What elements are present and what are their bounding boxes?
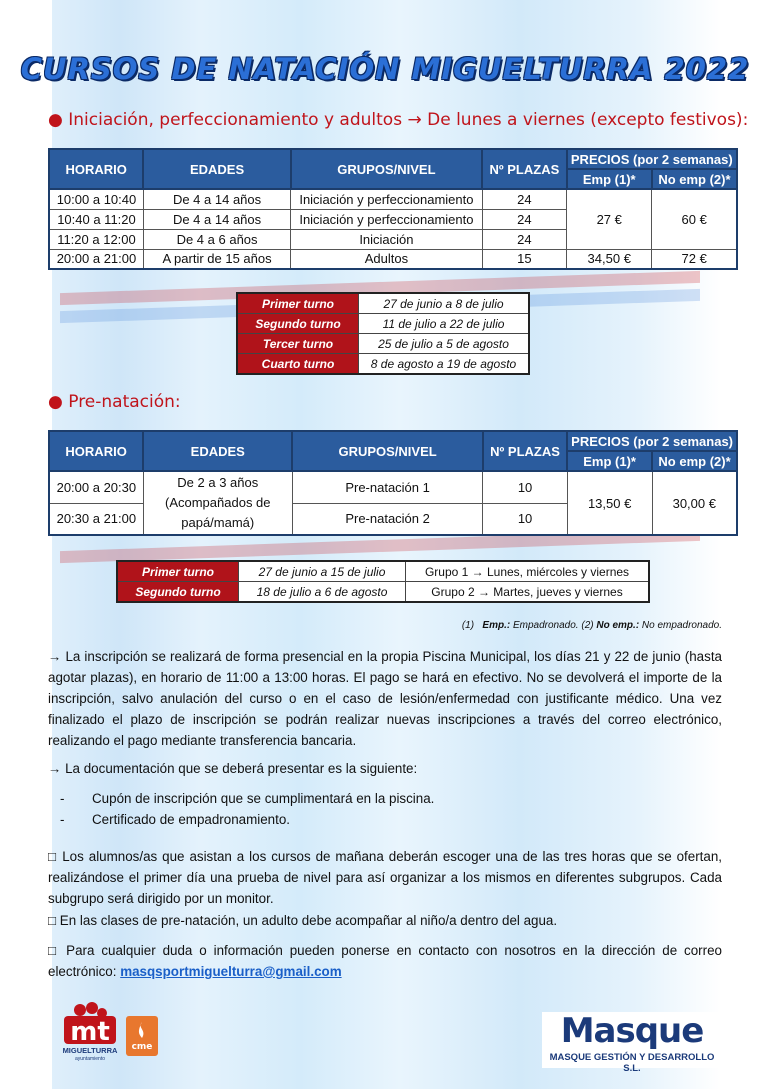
cell-edades: A partir de 15 años — [143, 249, 290, 269]
turno-dates: 18 de julio a 6 de agosto — [239, 582, 406, 603]
paragraph-documentacion — [48, 758, 722, 779]
col-header-plazas: Nº PLAZAS — [482, 149, 566, 189]
turno-row — [117, 561, 649, 582]
cell-edades: De 4 a 14 años — [143, 209, 290, 229]
cell-edades: De 4 a 6 años — [143, 229, 290, 249]
section-heading-prenatacion: ● Pre-natación: — [48, 392, 181, 412]
bullet-dash: - — [60, 791, 65, 806]
footnote — [462, 620, 722, 631]
documents-list — [60, 788, 434, 830]
masque-logo-big: Masque — [560, 1011, 704, 1051]
masque-logo — [542, 1011, 722, 1074]
footnote-noemp-label: No emp.: — [596, 620, 640, 631]
col-header-horario: HORARIO — [49, 149, 143, 189]
turno-label: Cuarto turno — [237, 354, 359, 375]
col-header-noemp: No emp (2)* — [652, 451, 737, 471]
turno-row — [237, 334, 529, 354]
cell-price-emp: 27 € — [567, 189, 652, 249]
turno-label: Segundo turno — [117, 582, 239, 603]
turnos-table-prenatacion — [116, 560, 650, 603]
col-header-plazas: Nº PLAZAS — [483, 431, 567, 471]
bullet-dash: - — [60, 812, 65, 827]
cell-plazas: 10 — [483, 471, 567, 503]
migulturra-logo — [58, 1000, 122, 1062]
turno-dates: 25 de julio a 5 de agosto — [359, 334, 530, 354]
turno-dates: 27 de junio a 15 de julio — [239, 561, 406, 582]
turno-label: Primer turno — [117, 561, 239, 582]
cell-horario: 20:30 a 21:00 — [49, 503, 143, 535]
list-item — [60, 788, 434, 809]
turno-row — [237, 314, 529, 334]
footnote-emp-label: Emp.: — [482, 620, 511, 631]
col-header-edades: EDADES — [143, 431, 292, 471]
courses-table — [48, 148, 738, 270]
cell-grupo: Iniciación y perfeccionamiento — [291, 209, 482, 229]
cell-price-emp: 13,50 € — [567, 471, 652, 535]
cell-price-noemp: 30,00 € — [652, 471, 737, 535]
footnote-prefix: (1) — [461, 620, 475, 631]
paragraph-text: □ Los alumnos/as que asistan a los cursos de mañana deberán escoger una de las tres horas que se ofertan, realizándose el primer día una prueba de nivel para así organizar a los mismos en diferentes subgrupos. Cada subgrupo será dirigido por un monitor. — [48, 849, 722, 906]
cell-plazas: 24 — [482, 229, 566, 249]
footnote-noemp-text: No empadronado. — [639, 620, 722, 631]
col-header-horario: HORARIO — [49, 431, 143, 471]
cell-plazas: 24 — [482, 189, 566, 209]
paragraph-inscripcion — [48, 646, 722, 751]
table-row — [49, 189, 737, 209]
col-header-emp: Emp (1)* — [567, 451, 652, 471]
paragraph-text: □ Para cualquier duda o información pueden ponerse en contacto con nosotros en la dirección de correo electrónico: — [48, 943, 722, 979]
turno-grupo: Grupo 1 → Lunes, miércoles y viernes — [406, 561, 650, 582]
page-title: CURSOS DE NATACIÓN MIGUELTURRA 2022 — [20, 52, 750, 86]
turno-row — [237, 354, 529, 375]
turnos-table-courses — [236, 292, 530, 375]
turno-label: Primer turno — [237, 293, 359, 314]
list-item-text: Certificado de empadronamiento. — [92, 812, 290, 827]
cell-edades: De 4 a 14 años — [143, 189, 290, 209]
cme-logo — [126, 1016, 158, 1056]
cell-grupo: Adultos — [291, 249, 482, 269]
ayuntamiento-logo-icon — [58, 1000, 122, 1062]
turno-row — [117, 582, 649, 603]
col-header-emp: Emp (1)* — [567, 169, 652, 189]
col-header-edades: EDADES — [143, 149, 290, 189]
footnote-emp-text: Empadronado. (2) — [510, 620, 597, 631]
table-row — [49, 471, 737, 503]
turno-label: Segundo turno — [237, 314, 359, 334]
turno-dates: 8 de agosto a 19 de agosto — [359, 354, 530, 375]
masque-logo-small: MASQUE GESTIÓN Y DESARROLLO S.L. — [549, 1052, 715, 1074]
table-row — [49, 249, 737, 269]
turno-label: Tercer turno — [237, 334, 359, 354]
paragraph-text: □ En las clases de pre-natación, un adulto debe acompañar al niño/a dentro del agua. — [48, 913, 558, 928]
cell-grupo: Iniciación — [291, 229, 482, 249]
logo-mt-text: mt — [70, 1017, 110, 1047]
cell-horario: 10:40 a 11:20 — [49, 209, 143, 229]
col-header-precios: PRECIOS (por 2 semanas) — [567, 149, 737, 169]
col-header-precios: PRECIOS (por 2 semanas) — [567, 431, 737, 451]
list-item — [60, 809, 434, 830]
cell-horario: 20:00 a 20:30 — [49, 471, 143, 503]
cell-grupo: Iniciación y perfeccionamiento — [291, 189, 482, 209]
col-header-noemp: No emp (2)* — [652, 169, 737, 189]
cell-horario: 11:20 a 12:00 — [49, 229, 143, 249]
list-item-text: Cupón de inscripción que se cumplimentará en la piscina. — [92, 791, 435, 806]
cell-grupo: Pre-natación 1 — [292, 471, 483, 503]
cme-logo-icon — [126, 1016, 158, 1056]
cell-horario: 20:00 a 21:00 — [49, 249, 143, 269]
cell-price-noemp: 60 € — [652, 189, 737, 249]
paragraph-prenatacion — [48, 910, 722, 931]
cell-grupo: Pre-natación 2 — [292, 503, 483, 535]
cell-horario: 10:00 a 10:40 — [49, 189, 143, 209]
logo-cme-text: cme — [131, 1042, 153, 1052]
cell-plazas: 24 — [482, 209, 566, 229]
email-link[interactable]: masqsportmiguelturra@gmail.com — [120, 964, 342, 979]
cell-price-noemp: 72 € — [652, 249, 737, 269]
turno-grupo: Grupo 2 → Martes, jueves y viernes — [406, 582, 650, 603]
turno-dates: 11 de julio a 22 de julio — [359, 314, 530, 334]
paragraph-alumnos — [48, 846, 722, 909]
prenatacion-table — [48, 430, 738, 536]
cell-price-emp: 34,50 € — [567, 249, 652, 269]
paragraph-text: → La documentación que se deberá presentar es la siguiente: — [48, 761, 418, 776]
section-heading-courses: ● Iniciación, perfeccionamiento y adultos → De lunes a viernes (excepto festivos): — [48, 110, 749, 130]
cell-plazas: 10 — [483, 503, 567, 535]
turno-dates: 27 de junio a 8 de julio — [359, 293, 530, 314]
cell-plazas: 15 — [482, 249, 566, 269]
paragraph-contacto — [48, 940, 722, 982]
paragraph-text: → La inscripción se realizará de forma presencial en la propia Piscina Municipal, los días 21 y 22 de junio (hasta agotar plazas), en horario de 11:00 a 13:00 horas. El pago se hará en efectivo. No se devolverá el importe de la inscripción, salvo anulación del curso o en el caso de lesión/enfermedad con justificante médico. Una vez finalizado el plazo de inscripción se podrán realizar nuevas inscripciones a través del correo electrónico, realizando el pago mediante transferencia bancaria. — [48, 649, 722, 748]
col-header-grupos: GRUPOS/NIVEL — [292, 431, 483, 471]
logo-mt-name: MIGUELTURRA — [62, 1046, 118, 1055]
col-header-grupos: GRUPOS/NIVEL — [291, 149, 482, 189]
logo-mt-sub: ayuntamiento — [74, 1056, 106, 1062]
turno-row — [237, 293, 529, 314]
cell-edades: De 2 a 3 años (Acompañados de papá/mamá) — [143, 471, 292, 535]
